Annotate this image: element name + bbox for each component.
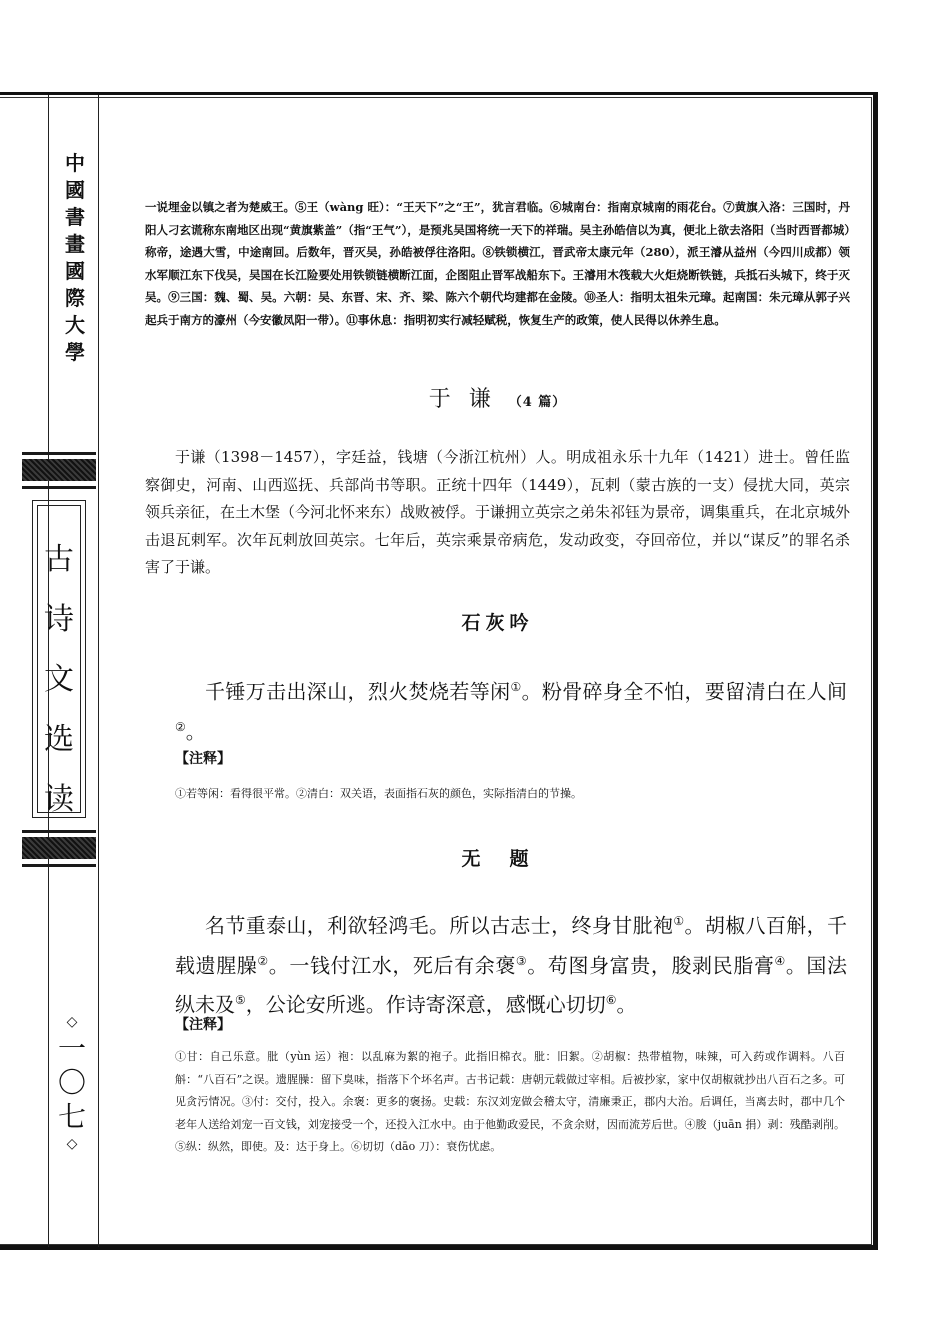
diamond-icon: ◇ <box>66 1136 78 1152</box>
author-bio: 于谦（1398－1457），字廷益，钱塘（今浙江杭州）人。明成祖永乐十九年（1421）进士。曾任监察御史，河南、山西巡抚、兵部尚书等职。正统十四年（1449），瓦剌（蒙古族的一支）侵扰大同，英宗领兵亲征，在土木堡（今河北怀来东）战败被俘。于谦拥立英宗之弟朱祁钰为景帝，调集重兵，在北京城外击退瓦剌军。次年瓦剌放回英宗。七年后，英宗乘景帝病危，发动政变，夺回帝位，并以“谋反”的罪名杀害了于谦。 <box>145 448 851 576</box>
book-title-char: 文 <box>44 662 74 697</box>
notes-shihuiyin: ①若等闲：看得很平常。②清白：双关语，表面指石灰的颜色，实际指清白的节操。 <box>175 787 582 800</box>
page-number-char: 一 <box>57 1032 86 1065</box>
book-title-char: 古 <box>44 542 74 577</box>
poem-text: 千锤万击出深山，烈火焚烧若等闲 <box>205 679 511 704</box>
spine-ornament-rule <box>22 486 96 489</box>
diamond-icon: ◇ <box>66 1014 78 1030</box>
spine-char: 大 <box>65 313 85 337</box>
poem-text: 名节重泰山，利欲轻鸿毛。所以古志士，终身甘肶袍 <box>205 913 674 938</box>
spine-char: 際 <box>65 286 85 310</box>
poem-text: 。胡椒八百斛，千载遗腥臊 <box>175 913 848 978</box>
poem-text: 。苟图身富贵，朘剥民脂膏 <box>527 953 775 978</box>
page-number-char: 〇 <box>57 1066 86 1099</box>
book-title-char: 读 <box>44 782 74 817</box>
spine-ornament-rule <box>22 452 96 455</box>
note-marker: ① <box>673 914 685 928</box>
note-marker: ② <box>257 953 269 968</box>
spine-char: 國 <box>65 178 85 202</box>
spine-char: 中 <box>65 151 85 175</box>
book-title-char: 诗 <box>44 602 74 637</box>
spine-char: 國 <box>65 259 85 283</box>
book-title <box>32 530 86 830</box>
poem-count: （4 篇） <box>508 395 567 410</box>
note-marker: ④ <box>774 953 786 968</box>
spine-school-name <box>58 150 92 366</box>
poem-title-wuti: 无 题 <box>461 848 534 870</box>
poem-text: 。粉骨碎身全不怕，要留清白在人间 <box>521 679 847 704</box>
poem-text: 。国法纵未及 <box>175 953 848 1017</box>
spine-ornament-rule <box>22 864 96 867</box>
spine-char: 畫 <box>65 232 85 256</box>
author-name: 于谦 <box>428 387 509 412</box>
spine-ornament-band-top <box>22 459 96 481</box>
notes-heading: 【注释】 <box>175 1017 231 1033</box>
poem-text: 。 <box>616 992 637 1017</box>
note-marker: ⑥ <box>605 993 617 1008</box>
continued-notes: 一说埋金以镇之者为楚威王。⑤王（wàng 旺）：“王天下”之“王”，犹言君临。⑥城南台：指南京城南的雨花台。⑦黄旗入洛：三国时，丹阳人刁玄谎称东南地区出现“黄旗紫盖”（指“王气”），是预兆吴国将统一天下的祥瑞。吴主孙皓信以为真，便北上欲去洛阳（当时西晋都城）称帝，途遇大雪，中途南回。后数年，晋灭吴，孙皓被俘往洛阳。⑧铁锁横江，晋武帝太康元年（280），派王濬从益州（今四川成都）领水军顺江东下伐吴，吴国在长江险要处用铁锁链横断江面，企图阻止晋军战船东下。王濬用木筏载大火炬烧断铁链，兵抵石头城下，终于灭吴。⑨三国：魏、蜀、吴。六朝：吴、东晋、宋、齐、梁、陈六个朝代均建都在金陵。⑩圣人：指明太祖朱元璋。起南国：朱元璋从郭子兴起兵于南方的濠州（今安徽凤阳一带）。⑪事休息：指明初实行减轻赋税，恢复生产的政策，使人民得以休养生息。 <box>145 200 850 327</box>
spine-char: 書 <box>65 205 85 229</box>
note-marker: ② <box>175 719 186 734</box>
note-marker: ③ <box>515 953 528 968</box>
author-heading <box>145 382 850 413</box>
spine-ornament-band-bottom <box>22 837 96 859</box>
spine-ornament-rule <box>22 830 96 833</box>
page-number-char: 七 <box>57 1100 86 1133</box>
poem-text: 。 <box>185 719 206 744</box>
page-number <box>52 1012 92 1154</box>
spine-char: 學 <box>65 340 85 364</box>
poem-body-wuti <box>175 904 847 1023</box>
note-marker: ① <box>510 680 522 694</box>
book-title-char: 选 <box>44 722 74 757</box>
poem-body-shihuiyin <box>175 670 847 749</box>
poem-text: ，公论安所逃。作诗寄深意，感慨心切切 <box>245 992 606 1017</box>
poem-title-shihuiyin: 石灰吟 <box>461 612 534 634</box>
notes-heading: 【注释】 <box>175 751 231 767</box>
spine-rule-right <box>98 95 99 1247</box>
note-marker: ⑤ <box>235 993 246 1008</box>
notes-wuti: ①甘：自己乐意。肶（yùn 运）袍：以乱麻为絮的袍子。此指旧棉衣。肶：旧絮。②胡椒：热带植物，味辣，可入药或作调料。八百斛：“八百石”之误。遗腥臊：留下臭味，指落下个坏名声。古书记载：唐朝元载做过宰相。后被抄家，家中仅胡椒就抄出八百石之多。可见贪污情况。③付：交付，投入。余褒：更多的褒扬。史载：东汉刘宠做会稽太守，清廉秉正，郡内大治。后调任，当离去时，郡中几个老年人送给刘宠一百文钱，刘宠接受一个，还投入江水中。由于他勤政爱民，不贪余财，因而流芳后世。④朘（juān 捐）剥：残酷剥削。⑤纵：纵然，即使。及：达于身上。⑥切切（dāo 刀）：衰伤忧虑。 <box>175 1050 845 1154</box>
poem-text: 。一钱付江水，死后有余褒 <box>268 953 516 978</box>
